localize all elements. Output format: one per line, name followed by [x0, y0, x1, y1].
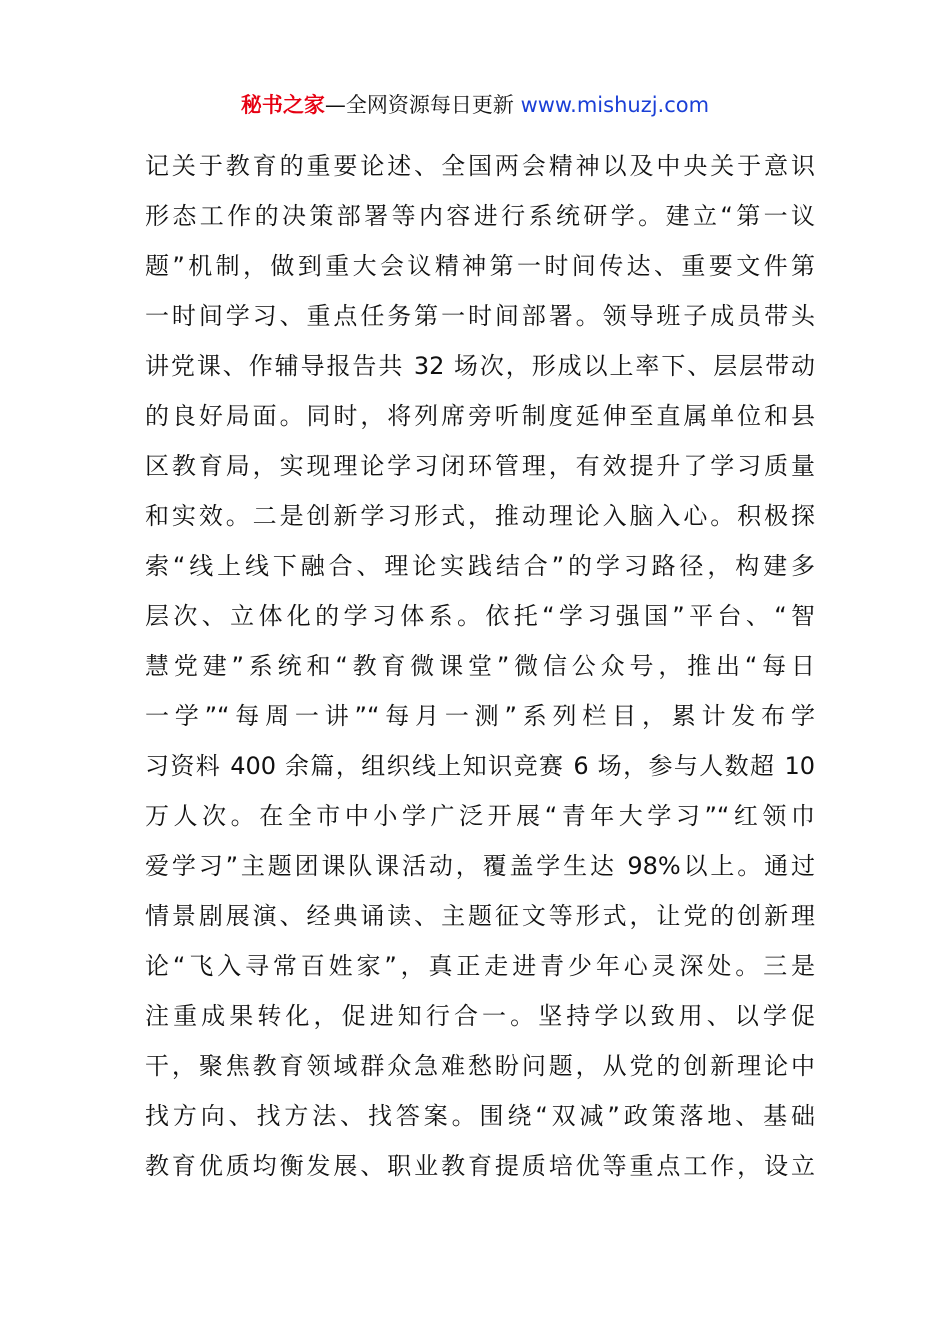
text-line: 万人次。在全市中小学广泛开展“青年大学习”“红领巾 [145, 802, 815, 830]
text-line: 记关于教育的重要论述、全国两会精神以及中央关于意识 [145, 152, 815, 180]
text-line: 爱学习”主题团课队课活动，覆盖学生达 98%以上。通过 [145, 852, 815, 880]
text-line: 讲党课、作辅导报告共 32 场次，形成以上率下、层层带动 [145, 352, 815, 380]
text-line: 形态工作的决策部署等内容进行系统研学。建立“第一议 [145, 202, 815, 230]
text-line: 习资料 400 余篇，组织线上知识竞赛 6 场，参与人数超 10 [145, 752, 815, 780]
text-line: 的良好局面。同时，将列席旁听制度延伸至直属单位和县 [145, 402, 815, 430]
page-header [0, 88, 950, 122]
text-line: 情景剧展演、经典诵读、主题征文等形式，让党的创新理 [145, 902, 815, 930]
text-line: 教育优质均衡发展、职业教育提质培优等重点工作，设立 [145, 1152, 815, 1180]
text-line: 一学”“每周一讲”“每月一测”系列栏目，累计发布学 [145, 702, 815, 730]
text-line: 干，聚焦教育领域群众急难愁盼问题，从党的创新理论中 [145, 1052, 815, 1080]
text-line: 索“线上线下融合、理论实践结合”的学习路径，构建多 [145, 552, 815, 580]
text-line: 论“飞入寻常百姓家”，真正走进青少年心灵深处。三是 [145, 952, 815, 980]
header-tagline: —全网资源每日更新 [324, 93, 521, 117]
text-line: 和实效。二是创新学习形式，推动理论入脑入心。积极探 [145, 502, 815, 530]
body-paragraph [145, 148, 815, 1198]
text-line: 注重成果转化，促进知行合一。坚持学以致用、以学促 [145, 1002, 815, 1030]
text-line: 慧党建”系统和“教育微课堂”微信公众号，推出“每日 [145, 652, 815, 680]
text-line: 区教育局，实现理论学习闭环管理，有效提升了学习质量 [145, 452, 815, 480]
text-line: 题”机制，做到重大会议精神第一时间传达、重要文件第 [145, 252, 815, 280]
text-line: 找方向、找方法、找答案。围绕“双减”政策落地、基础 [145, 1102, 815, 1130]
text-line: 层次、立体化的学习体系。依托“学习强国”平台、“智 [145, 602, 815, 630]
text-line: 一时间学习、重点任务第一时间部署。领导班子成员带头 [145, 302, 815, 330]
brand-name: 秘书之家 [240, 93, 325, 117]
website-link[interactable]: www.mishuzj.com [520, 93, 710, 117]
